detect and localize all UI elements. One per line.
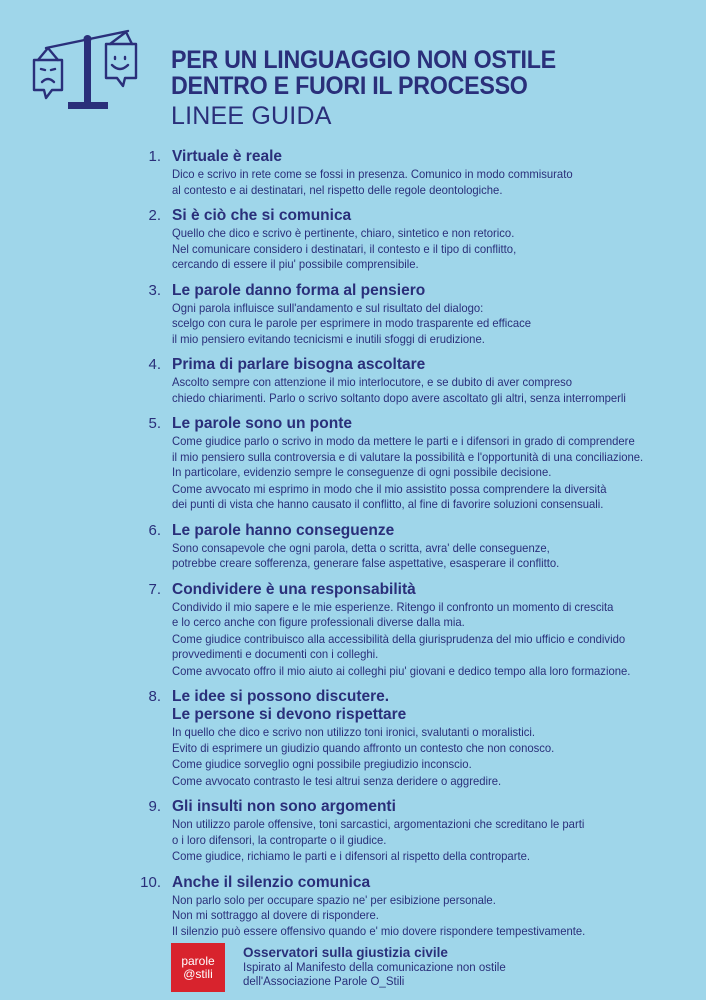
guideline-item bbox=[135, 519, 695, 572]
guideline-text-line: Come avvocato contrasto le tesi altrui senza deridere o aggredire. bbox=[172, 773, 502, 788]
guideline-text-line: Non utilizzo parole offensive, toni sarcastici, argomentazioni che screditano le parti bbox=[172, 817, 585, 831]
guideline-item bbox=[135, 279, 695, 348]
guideline-heading: Virtuale è reale bbox=[172, 148, 283, 165]
guideline-item bbox=[135, 871, 695, 940]
guideline-item bbox=[135, 412, 695, 513]
badge-top-text: parole bbox=[181, 954, 215, 968]
guideline-number: 3. bbox=[148, 281, 161, 299]
guideline-text-line: Dico e scrivo in rete come se fossi in presenza. Comunico in modo commisurato bbox=[172, 167, 573, 181]
guideline-paragraph bbox=[172, 849, 664, 865]
title-line-2: DENTRO E FUORI IL PROCESSO bbox=[171, 72, 528, 100]
guideline-text-line: al contesto e ai destinatari, nel rispetto delle regole deontologiche. bbox=[172, 182, 503, 197]
footer-line-2: dell'Associazione Parole O_Stili bbox=[243, 976, 405, 988]
guideline-text-line: Non mi sottraggo al dovere di rispondere. bbox=[172, 908, 379, 922]
guideline-item bbox=[135, 578, 695, 680]
guideline-text-line: Condivido il mio sapere e le mie esperienze. Ritengo il confronto un momento di crescita bbox=[172, 599, 614, 614]
guideline-text-line: Ogni parola influisce sull'andamento e sul risultato del dialogo: bbox=[172, 300, 484, 315]
guideline-heading: Le parole sono un ponte bbox=[172, 415, 352, 432]
guideline-text-line: In quello che dico e scrivo non utilizzo toni ironici, svalutanti o moralistici. bbox=[172, 725, 536, 739]
guideline-text-line: Come avvocato offro il mio aiuto ai colleghi piu' giovani e dedico tempo alla loro formazione. bbox=[172, 663, 631, 678]
guideline-heading: Le parole danno forma al pensiero bbox=[172, 281, 426, 299]
guideline-text-line: Come avvocato mi esprimo in modo che il mio assistito possa comprendere la diversità bbox=[172, 481, 607, 496]
guideline-paragraph bbox=[172, 226, 664, 273]
guideline-text-line: cercando di essere il piu' possibile comprensibile. bbox=[172, 257, 419, 271]
guideline-text-line: o i loro difensori, la controparte o il giudice. bbox=[172, 832, 387, 847]
guideline-heading: Le idee si possono discutere. Le persone si devono rispettare bbox=[172, 688, 407, 723]
guideline-text-line: Come giudice sorveglio ogni possibile pregiudizio inconscio. bbox=[172, 757, 472, 771]
guideline-text-line: Il silenzio può essere offensivo quando e' mio dovere rispondere tempestivamente. bbox=[172, 923, 586, 938]
guideline-number: 5. bbox=[148, 415, 161, 432]
guideline-heading: Gli insulti non sono argomenti bbox=[172, 798, 396, 815]
guideline-text-line: Evito di esprimere un giudizio quando affronto un contesto che non conosco. bbox=[172, 740, 555, 755]
guideline-text-line: chiedo chiarimenti. Parlo o scrivo soltanto dopo avere ascoltato gli altri, senza interromperli bbox=[172, 390, 626, 405]
guideline-number: 7. bbox=[148, 580, 161, 598]
guideline-item bbox=[135, 353, 695, 406]
guideline-heading: Le parole hanno conseguenze bbox=[172, 521, 395, 539]
guideline-paragraph bbox=[172, 482, 664, 513]
guideline-paragraph bbox=[172, 817, 664, 848]
guideline-paragraph bbox=[172, 434, 664, 481]
guideline-text-line: Come giudice parlo o scrivo in modo da mettere le parti e i difensori in grado di comprendere bbox=[172, 434, 635, 448]
footer-line-1: Ispirato al Manifesto della comunicazione non ostile bbox=[243, 962, 506, 974]
guideline-text-line: scelgo con cura le parole per esprimere in modo trasparente ed efficace bbox=[172, 316, 532, 330]
guideline-number: 10. bbox=[140, 873, 161, 891]
guideline-heading: Condividere è una responsabilità bbox=[172, 580, 416, 598]
guidelines-list bbox=[135, 145, 695, 945]
badge-bottom-text: @stili bbox=[183, 967, 213, 981]
guideline-text-line: Non parlo solo per occupare spazio ne' per esibizione personale. bbox=[172, 892, 496, 907]
guideline-text-line: Nel comunicare considero i destinatari, il contesto e il tipo di conflitto, bbox=[172, 241, 517, 256]
guideline-text-line: Come giudice contribuisco alla accessibilità della giurisprudenza del mio ufficio e condivido bbox=[172, 631, 626, 646]
guideline-item bbox=[135, 795, 695, 865]
scales-logo-icon bbox=[32, 26, 144, 116]
guideline-text-line: e lo cerco anche con figure professionali diverse dalla mia. bbox=[172, 615, 465, 629]
guideline-text-line: provvedimenti e documenti con i colleghi. bbox=[172, 647, 379, 661]
guideline-text-line: il mio pensiero sulla controversia e di valutare la possibilità e l'opportunità di una conciliazione. bbox=[172, 449, 644, 464]
guideline-paragraph bbox=[172, 664, 664, 680]
guideline-paragraph bbox=[172, 632, 664, 663]
footer-text bbox=[243, 944, 506, 989]
guideline-paragraph bbox=[172, 375, 664, 406]
guideline-paragraph bbox=[172, 541, 664, 572]
guideline-number: 1. bbox=[148, 148, 161, 165]
title-line-1: PER UN LINGUAGGIO NON OSTILE bbox=[171, 46, 556, 74]
guideline-text-line: Ascolto sempre con attenzione il mio interlocutore, e se dubito di aver compreso bbox=[172, 375, 573, 389]
guideline-text-line: Come giudice, richiamo le parti e i difensori al rispetto della controparte. bbox=[172, 849, 531, 863]
guideline-text-line: dei punti di vista che hanno causato il conflitto, al fine di favorire soluzioni consensuali. bbox=[172, 497, 604, 511]
guideline-paragraph bbox=[172, 600, 664, 631]
guideline-paragraph bbox=[172, 167, 664, 198]
title-block bbox=[171, 47, 585, 130]
parole-ostili-logo bbox=[171, 943, 225, 992]
guideline-heading: Si è ciò che si comunica bbox=[172, 207, 352, 224]
guideline-heading: Prima di parlare bisogna ascoltare bbox=[172, 356, 426, 373]
guideline-number: 8. bbox=[148, 688, 161, 705]
guideline-heading: Anche il silenzio comunica bbox=[172, 873, 371, 891]
guideline-number: 4. bbox=[148, 356, 161, 373]
guideline-item bbox=[135, 685, 695, 789]
guideline-paragraph bbox=[172, 893, 664, 940]
guideline-text-line: Sono consapevole che ogni parola, detta o scritta, avra' delle conseguenze, bbox=[172, 540, 550, 555]
guideline-item bbox=[135, 204, 695, 273]
guideline-text-line: il mio pensiero evitando tecnicismi e inutili sfoggi di erudizione. bbox=[172, 331, 485, 346]
guideline-text-line: potrebbe creare sofferenza, generare false aspettative, esasperare il conflitto. bbox=[172, 556, 560, 570]
subtitle: LINEE GUIDA bbox=[171, 102, 332, 130]
guideline-paragraph bbox=[172, 757, 664, 773]
guideline-number: 6. bbox=[148, 521, 161, 539]
guideline-number: 9. bbox=[148, 798, 161, 815]
footer-title: Osservatori sulla giustizia civile bbox=[243, 945, 448, 960]
guideline-paragraph bbox=[172, 725, 664, 756]
guideline-paragraph bbox=[172, 301, 664, 348]
guideline-text-line: Quello che dico e scrivo è pertinente, chiaro, sintetico e non retorico. bbox=[172, 226, 515, 240]
guideline-number: 2. bbox=[148, 207, 161, 224]
guideline-text-line: In particolare, evidenzio sempre le conseguenze di ogni possibile decisione. bbox=[172, 465, 552, 479]
guideline-paragraph bbox=[172, 774, 664, 790]
guideline-item bbox=[135, 145, 695, 198]
